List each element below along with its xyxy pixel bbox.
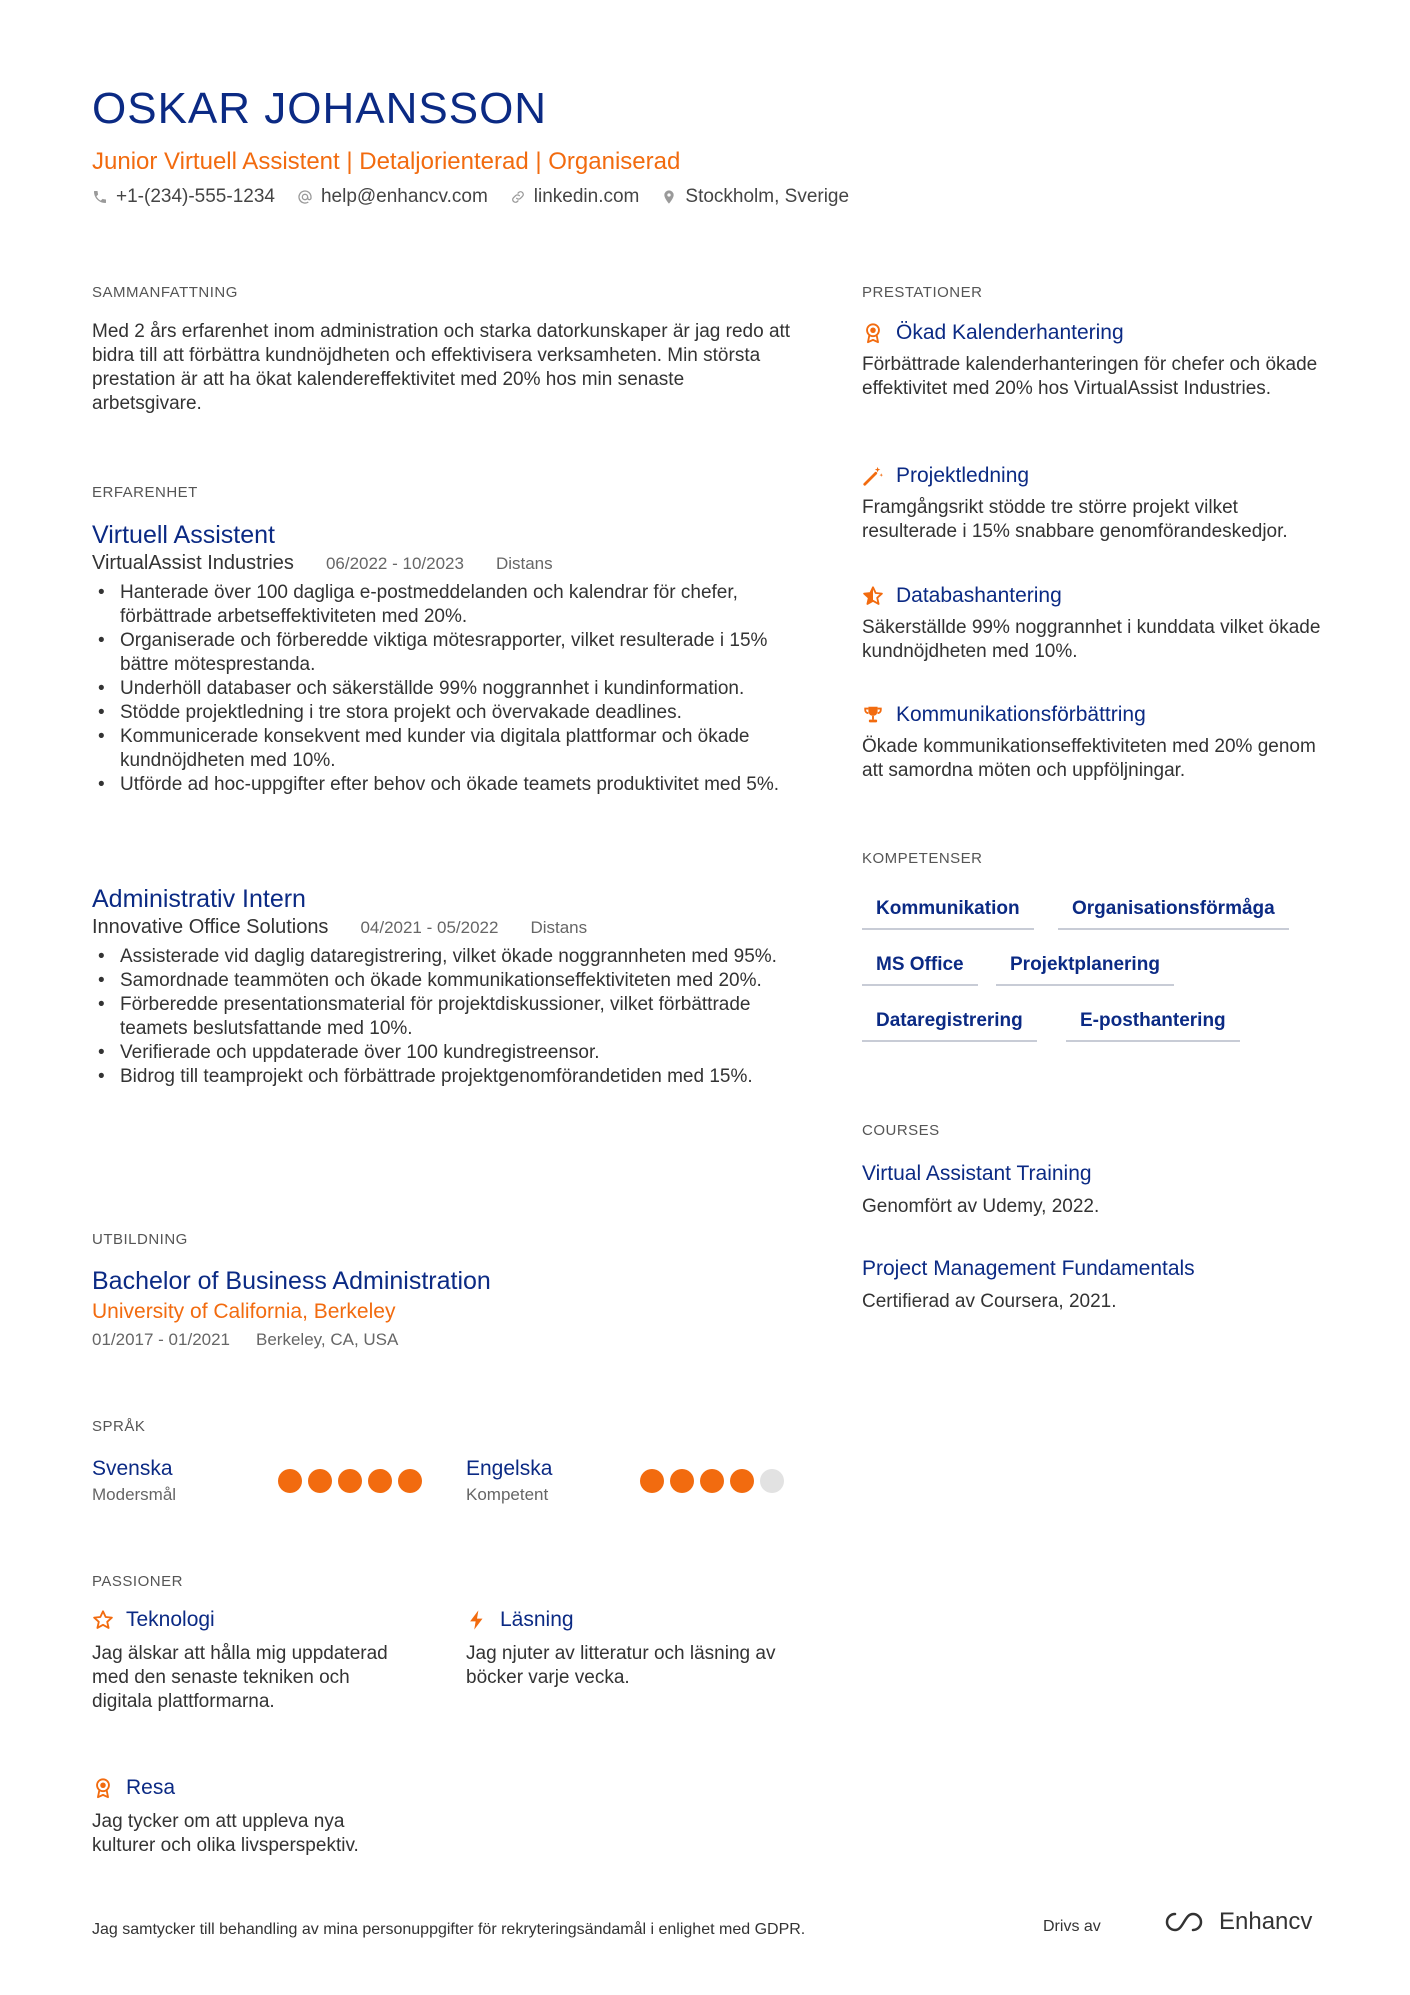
education-meta (92, 1330, 792, 1350)
job-dates: 06/2022 - 10/2023 (325, 554, 464, 573)
skill-tag: Organisationsförmåga (1058, 898, 1289, 930)
job-meta (92, 552, 792, 575)
education-dates: 01/2017 - 01/2021 (92, 1330, 231, 1349)
skills-section-title: KOMPETENSER (862, 850, 983, 867)
skill-tag: Projektplanering (996, 954, 1174, 986)
skill-tag: Dataregistrering (862, 1010, 1037, 1042)
passion-item (92, 1608, 412, 1714)
achievement-text: Säkerställde 99% noggrannhet i kunddata vilket ökade kundnöjdheten med 10%. (862, 617, 1321, 662)
course-text: Genomfört av Udemy, 2022. (862, 1196, 1100, 1217)
job-bullet: • Verifierade och uppdaterade över 100 kundregistreensor. (92, 1041, 792, 1065)
job-bullet: • Assisterade vid daglig dataregistrering, vilket ökade noggrannheten med 95%. (92, 945, 792, 969)
job-bullet: • Utförde ad hoc-uppgifter efter behov och ökade teamets produktivitet med 5%. (92, 773, 792, 797)
achievement-text: Framgångsrikt stödde tre större projekt vilket resulterade i 15% snabbare genomförandeskedjor. (862, 497, 1288, 542)
passion-item (466, 1608, 786, 1690)
trophy-icon (862, 704, 884, 726)
contact-linkedin-text: linkedin.com (533, 186, 640, 207)
passion-item (92, 1776, 412, 1858)
language-item (92, 1457, 422, 1507)
contact-email-text: help@enhancv.com (320, 186, 488, 207)
experience-entry (92, 521, 792, 797)
language-item (466, 1457, 784, 1507)
summary-section-title: SAMMANFATTNING (92, 284, 238, 301)
rating-dot-filled (368, 1469, 392, 1493)
education-degree: Bachelor of Business Administration (92, 1267, 491, 1295)
rating-dot-filled (700, 1469, 724, 1493)
job-bullets (92, 945, 792, 1089)
job-meta (92, 916, 792, 939)
language-rating (278, 1469, 422, 1493)
phone-icon (92, 189, 108, 205)
course-item (862, 1162, 1332, 1218)
job-bullet: • Hanterade över 100 dagliga e-postmeddelanden och kalendrar för chefer, förbättrade arbetseffektiviteten med 20%. (92, 581, 792, 629)
job-bullet: • Kommunicerade konsekvent med kunder via digitala plattformar och ökade kundnöjdheten med 10%. (92, 725, 792, 773)
brand-logo[interactable] (1163, 1908, 1312, 1936)
languages-section-title: SPRÅK (92, 1418, 146, 1435)
achievement-item (862, 703, 1332, 783)
job-bullet: • Organiserade och förberedde viktiga mötesrapporter, vilket resulterade i 15% bättre mötesprestanda. (92, 629, 792, 677)
rating-dot-filled (308, 1469, 332, 1493)
education-location: Berkeley, CA, USA (256, 1330, 399, 1349)
contact-linkedin[interactable] (510, 186, 640, 208)
rating-dot-filled (398, 1469, 422, 1493)
passion-title: Läsning (500, 1608, 574, 1631)
skill-tag: MS Office (862, 954, 978, 986)
gdpr-consent-text: Jag samtycker till behandling av mina personuppgifter för rekryteringsändamål i enlighet med GDPR. (92, 1921, 806, 1938)
achievement-text: Ökade kommunikationseffektiviteten med 20% genom att samordna möten och uppföljningar. (862, 736, 1316, 781)
rating-dot-filled (640, 1469, 664, 1493)
course-title: Virtual Assistant Training (862, 1162, 1092, 1185)
star-icon (92, 1609, 114, 1631)
courses-section-title: COURSES (862, 1122, 940, 1139)
job-company: Innovative Office Solutions (92, 916, 329, 938)
candidate-tagline: Junior Virtuell Assistent | Detaljorienterad | Organiserad (92, 148, 681, 175)
job-location: Distans (530, 918, 588, 937)
star-half-icon (862, 585, 884, 607)
contact-phone-text: +1-(234)-555-1234 (116, 186, 275, 207)
at-icon (297, 189, 313, 205)
achievements-section-title: PRESTATIONER (862, 284, 983, 301)
job-location: Distans (495, 554, 553, 573)
job-title: Administrativ Intern (92, 885, 306, 913)
passion-title: Teknologi (126, 1608, 215, 1631)
job-company: VirtualAssist Industries (92, 552, 294, 574)
medal-icon (862, 322, 884, 344)
job-title: Virtuell Assistent (92, 521, 275, 549)
education-section-title: UTBILDNING (92, 1231, 188, 1248)
skill-tag: Kommunikation (862, 898, 1034, 930)
rating-dot-empty (760, 1469, 784, 1493)
achievement-title: Databashantering (896, 584, 1062, 607)
achievement-item (862, 584, 1332, 664)
passion-text: Jag tycker om att uppleva nya kulturer och olika livsperspektiv. (92, 1811, 359, 1856)
rating-dot-filled (278, 1469, 302, 1493)
experience-entry (92, 885, 792, 1089)
achievement-item (862, 464, 1332, 544)
language-name: Engelska (466, 1457, 553, 1480)
passion-text: Jag älskar att hålla mig uppdaterad med den senaste tekniken och digitala plattformarna. (92, 1643, 388, 1712)
powered-by-label: Drivs av (1043, 1918, 1101, 1935)
candidate-name: OSKAR JOHANSSON (92, 84, 548, 133)
job-bullets (92, 581, 792, 797)
brand-name: Enhancv (1219, 1908, 1313, 1935)
rating-dot-filled (338, 1469, 362, 1493)
rating-dot-filled (670, 1469, 694, 1493)
medal-icon (92, 1777, 114, 1799)
language-level: Modersmål (92, 1485, 177, 1504)
education-school: University of California, Berkeley (92, 1300, 396, 1323)
job-dates: 04/2021 - 05/2022 (360, 918, 499, 937)
location-pin-icon (661, 189, 677, 205)
achievement-title: Ökad Kalenderhantering (896, 321, 1124, 344)
contact-bar (92, 186, 849, 208)
skill-tag: E-posthantering (1066, 1010, 1240, 1042)
passion-text: Jag njuter av litteratur och läsning av böcker varje vecka. (466, 1643, 776, 1688)
job-bullet: • Underhöll databaser och säkerställde 99% noggrannhet i kundinformation. (92, 677, 792, 701)
contact-location (661, 186, 849, 208)
language-level: Kompetent (466, 1485, 549, 1504)
achievement-item (862, 321, 1332, 401)
rating-dot-filled (730, 1469, 754, 1493)
passion-title: Resa (126, 1776, 176, 1799)
course-text: Certifierad av Coursera, 2021. (862, 1291, 1117, 1312)
contact-location-text: Stockholm, Sverige (685, 186, 850, 207)
contact-email[interactable] (297, 186, 488, 208)
lightning-icon (466, 1609, 488, 1631)
language-name: Svenska (92, 1457, 173, 1480)
language-rating (640, 1469, 784, 1493)
education-entry (92, 1267, 792, 1350)
job-bullet: • Stödde projektledning i tre stora projekt och övervakade deadlines. (92, 701, 792, 725)
summary-text: Med 2 års erfarenhet inom administration och starka datorkunskaper är jag redo att bidra till att förbättra kundnöjdheten och effektivisera verksamheten. Min största prestation är att ha ökat kalendereffektivitet med 20% hos min senaste arbetsgivare. (92, 321, 791, 414)
achievement-title: Projektledning (896, 464, 1030, 487)
link-icon (510, 189, 526, 205)
course-title: Project Management Fundamentals (862, 1257, 1195, 1280)
passions-section-title: PASSIONER (92, 1573, 183, 1590)
job-bullet: • Bidrog till teamprojekt och förbättrade projektgenomförandetiden med 15%. (92, 1065, 792, 1089)
experience-section-title: ERFARENHET (92, 484, 198, 501)
enhancv-logo-icon (1163, 1910, 1209, 1934)
job-bullet: • Förberedde presentationsmaterial för projektdiskussioner, vilket förbättrade teamets beslutsfattande med 10%. (92, 993, 792, 1041)
course-item (862, 1257, 1332, 1313)
contact-phone[interactable] (92, 186, 275, 208)
job-bullet: • Samordnade teammöten och ökade kommunikationseffektiviteten med 20%. (92, 969, 792, 993)
achievement-title: Kommunikationsförbättring (896, 703, 1146, 726)
achievement-text: Förbättrade kalenderhanteringen för chefer och ökade effektivitet med 20% hos VirtualAssist Industries. (862, 354, 1318, 399)
magic-wand-icon (862, 465, 884, 487)
